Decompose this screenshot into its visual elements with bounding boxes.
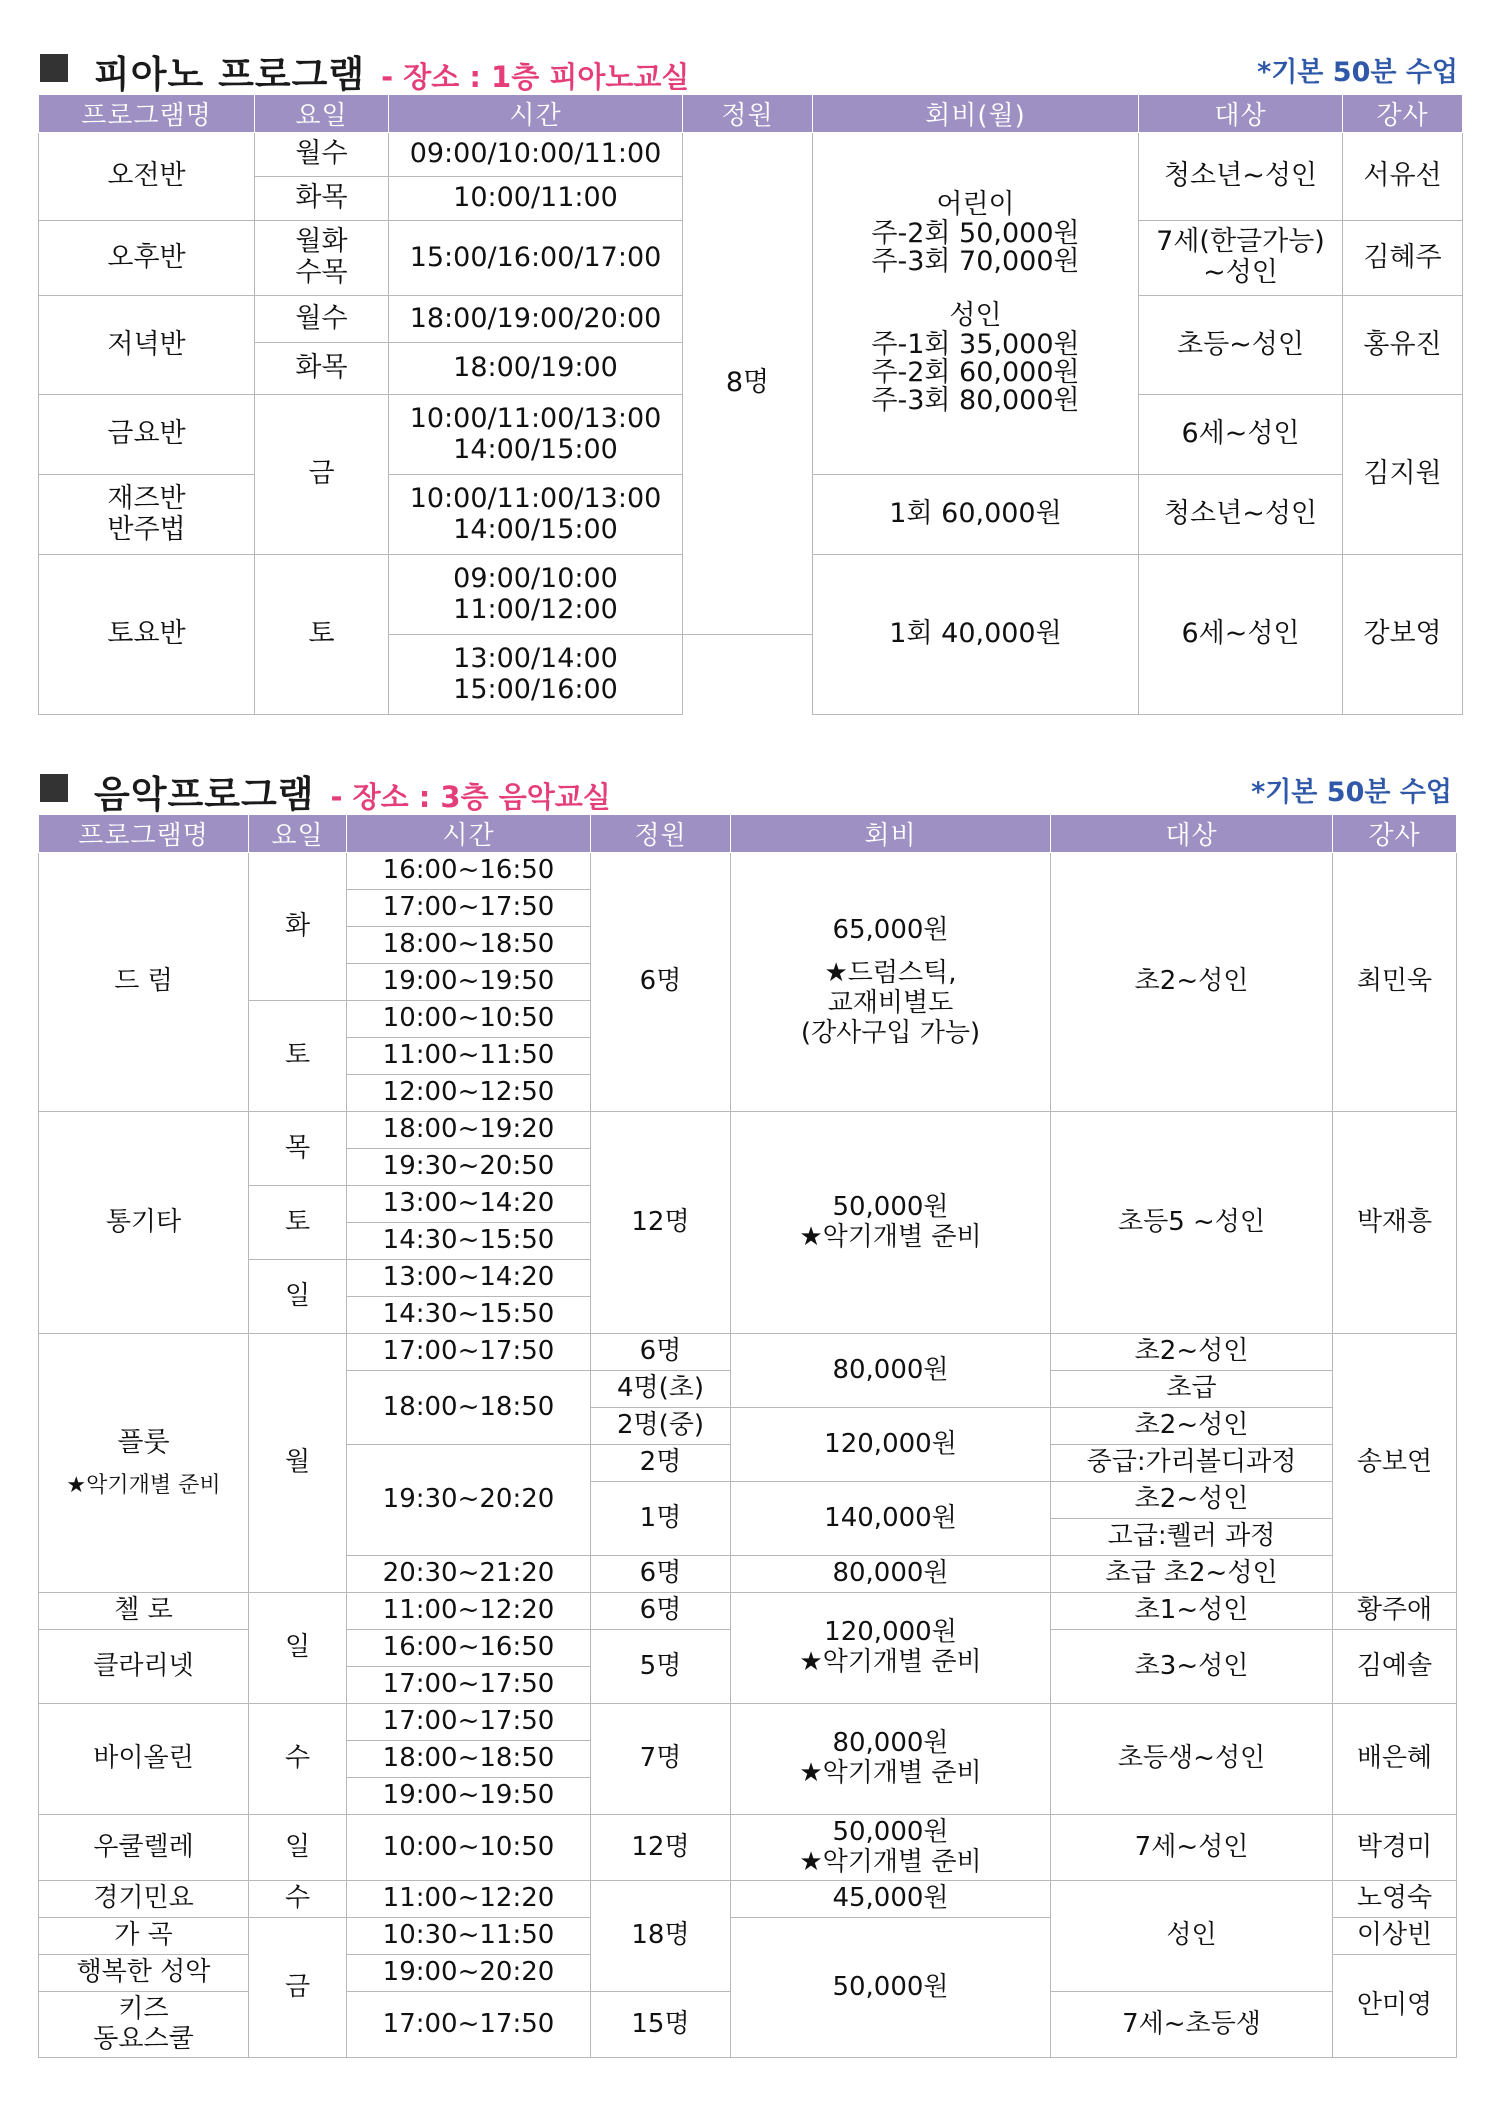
- target-cell: 초2~성인: [1051, 1334, 1333, 1371]
- capacity-cell: 4명(초): [591, 1371, 731, 1408]
- capacity-cell: 1명: [591, 1482, 731, 1556]
- time-cell: 18:00~18:50: [347, 927, 591, 964]
- teacher-cell: 김혜주: [1343, 221, 1463, 296]
- teacher-cell: 황주애: [1333, 1593, 1457, 1630]
- teacher-cell: 노영숙: [1333, 1881, 1457, 1918]
- target-cell: 고급:퀠러 과정: [1051, 1519, 1333, 1556]
- capacity-cell: 18명: [591, 1881, 731, 1992]
- time-cell: 17:00~17:50: [347, 1992, 591, 2058]
- day-cell: 월수: [255, 296, 389, 343]
- capacity-cell: 5명: [591, 1630, 731, 1704]
- target-cell: 초2~성인: [1051, 1482, 1333, 1519]
- col-header: 정원: [591, 815, 731, 853]
- time-cell: 12:00~12:50: [347, 1075, 591, 1112]
- time-cell: 10:00/11:00/13:00 14:00/15:00: [389, 475, 683, 555]
- day-cell: 화: [249, 853, 347, 1001]
- time-cell: 14:30~15:50: [347, 1297, 591, 1334]
- time-cell: 18:00~19:20: [347, 1112, 591, 1149]
- time-cell: 18:00/19:00/20:00: [389, 296, 683, 343]
- target-cell: 초등5 ~성인: [1051, 1112, 1333, 1334]
- time-cell: 18:00~18:50: [347, 1371, 591, 1445]
- time-cell: 09:00/10:00/11:00: [389, 133, 683, 177]
- capacity-cell: 15명: [591, 1992, 731, 2058]
- fee-line: 주-3회 70,000원: [871, 245, 1080, 277]
- program-name: 클라리넷: [39, 1630, 249, 1704]
- time-cell: 11:00~12:20: [347, 1881, 591, 1918]
- col-header: 시간: [389, 95, 683, 133]
- program-name: 재즈반 반주법: [39, 475, 255, 555]
- time-cell: 15:00/16:00/17:00: [389, 221, 683, 296]
- fee-cell: 140,000원: [731, 1482, 1051, 1556]
- teacher-cell: 홍유진: [1343, 296, 1463, 395]
- piano-section: [38, 40, 1462, 715]
- table-row: [39, 1112, 1457, 1149]
- program-name: 오전반: [39, 133, 255, 221]
- table-row: [39, 133, 1463, 177]
- day-cell: 화목: [255, 343, 389, 395]
- target-cell: 7세~성인: [1051, 1815, 1333, 1881]
- music-location: - 장소 : 3층 음악교실: [330, 780, 611, 814]
- day-cell: 토: [255, 555, 389, 715]
- time-cell: 11:00~12:20: [347, 1593, 591, 1630]
- target-cell: 성인: [1051, 1881, 1333, 1992]
- table-row: [39, 1334, 1457, 1371]
- day-cell: 목: [249, 1112, 347, 1186]
- target-cell: 7세(한글가능) ~성인: [1139, 221, 1343, 296]
- program-name: 플룻 ★악기개별 준비: [39, 1334, 249, 1593]
- target-cell: 6세~성인: [1139, 555, 1343, 715]
- day-cell: 토: [249, 1001, 347, 1112]
- fee-cell: 50,000원: [731, 1918, 1051, 2058]
- table-row: [39, 1881, 1457, 1918]
- time-cell: 17:00~17:50: [347, 1667, 591, 1704]
- fee-cell: 50,000원 ★악기개별 준비: [731, 1112, 1051, 1334]
- fee-line: 주-3회 80,000원: [871, 385, 1080, 417]
- capacity-cell: 7명: [591, 1704, 731, 1815]
- teacher-cell: 송보연: [1333, 1334, 1457, 1593]
- teacher-cell: 박경미: [1333, 1815, 1457, 1881]
- square-bullet-icon: [40, 774, 68, 802]
- fee-cell: 50,000원 ★악기개별 준비: [731, 1815, 1051, 1881]
- music-note: *기본 50분 수업: [1251, 777, 1452, 808]
- time-cell: 17:00~17:50: [347, 890, 591, 927]
- program-name: 우쿨렐레: [39, 1815, 249, 1881]
- time-cell: 13:00~14:20: [347, 1186, 591, 1223]
- col-header: 회비(월): [813, 95, 1139, 133]
- program-name: 경기민요: [39, 1881, 249, 1918]
- piano-header: [38, 40, 1462, 96]
- col-header: 강사: [1333, 815, 1457, 853]
- target-cell: 초2~성인: [1051, 1408, 1333, 1445]
- time-cell: 18:00~18:50: [347, 1741, 591, 1778]
- target-cell: 초2~성인: [1051, 853, 1333, 1112]
- time-cell: 19:00~19:50: [347, 1778, 591, 1815]
- piano-header-row: [39, 95, 1463, 133]
- time-cell: 10:00/11:00/13:00 14:00/15:00: [389, 395, 683, 475]
- time-cell: 19:30~20:50: [347, 1149, 591, 1186]
- program-name: 드 럼: [39, 853, 249, 1112]
- time-cell: 17:00~17:50: [347, 1704, 591, 1741]
- target-cell: 7세~초등생: [1051, 1992, 1333, 2058]
- target-cell: 초3~성인: [1051, 1630, 1333, 1704]
- fee-cell: 80,000원 ★악기개별 준비: [731, 1704, 1051, 1815]
- music-table: [38, 814, 1457, 2058]
- time-cell: 20:30~21:20: [347, 1556, 591, 1593]
- target-cell: 초등~성인: [1139, 296, 1343, 395]
- program-name: 통기타: [39, 1112, 249, 1334]
- teacher-cell: 김지원: [1343, 395, 1463, 555]
- program-name: 토요반: [39, 555, 255, 715]
- teacher-cell: 서유선: [1343, 133, 1463, 221]
- capacity-cell: 6명: [591, 853, 731, 1112]
- square-bullet-icon: [40, 54, 68, 82]
- time-cell: 16:00~16:50: [347, 1630, 591, 1667]
- teacher-cell: 김예솔: [1333, 1630, 1457, 1704]
- time-cell: 11:00~11:50: [347, 1038, 591, 1075]
- time-cell: 19:00~19:50: [347, 964, 591, 1001]
- program-name: 금요반: [39, 395, 255, 475]
- col-header: 요일: [255, 95, 389, 133]
- target-cell: 청소년~성인: [1139, 475, 1343, 555]
- target-cell: 초등생~성인: [1051, 1704, 1333, 1815]
- time-cell: 09:00/10:00 11:00/12:00: [389, 555, 683, 635]
- target-cell: 초1~성인: [1051, 1593, 1333, 1630]
- col-header: 시간: [347, 815, 591, 853]
- fee-cell: 80,000원: [731, 1556, 1051, 1593]
- fee-cell: 120,000원 ★악기개별 준비: [731, 1593, 1051, 1704]
- fee-cell: 65,000원 ★드럼스틱, 교재비별도 (강사구입 가능): [731, 853, 1051, 1112]
- fee-cell: 120,000원: [731, 1408, 1051, 1482]
- capacity-cell: 2명(중): [591, 1408, 731, 1445]
- teacher-cell: 최민욱: [1333, 853, 1457, 1112]
- time-cell: 13:00~14:20: [347, 1260, 591, 1297]
- day-cell: 일: [249, 1815, 347, 1881]
- capacity-cell: 2명: [591, 1445, 731, 1482]
- col-header: 정원: [683, 95, 813, 133]
- time-cell: 10:30~11:50: [347, 1918, 591, 1955]
- time-cell: 18:00/19:00: [389, 343, 683, 395]
- col-header: 대상: [1051, 815, 1333, 853]
- teacher-cell: 강보영: [1343, 555, 1463, 715]
- col-header: 요일: [249, 815, 347, 853]
- day-cell: 수: [249, 1704, 347, 1815]
- teacher-cell: 안미영: [1333, 1955, 1457, 2058]
- fee-cell: 80,000원: [731, 1334, 1051, 1408]
- target-cell: 청소년~성인: [1139, 133, 1343, 221]
- fee-line: 주-2회 50,000원: [871, 217, 1080, 249]
- fee-label: 어린이: [936, 189, 1015, 221]
- day-cell: 월: [249, 1334, 347, 1593]
- fee-line: 주-1회 35,000원: [871, 328, 1080, 360]
- day-cell: 금: [255, 395, 389, 555]
- teacher-cell: 배은혜: [1333, 1704, 1457, 1815]
- day-cell: 월수: [255, 133, 389, 177]
- capacity-cell: 6명: [591, 1556, 731, 1593]
- capacity-cell: 6명: [591, 1334, 731, 1371]
- capacity-cell: 12명: [591, 1815, 731, 1881]
- target-cell: 중급:가리볼디과정: [1051, 1445, 1333, 1482]
- fee-line: 주-2회 60,000원: [871, 357, 1080, 389]
- target-cell: 6세~성인: [1139, 395, 1343, 475]
- program-name: 저녁반: [39, 296, 255, 395]
- teacher-cell: 박재흥: [1333, 1112, 1457, 1334]
- time-cell: 16:00~16:50: [347, 853, 591, 890]
- fee-cell: 1회 40,000원: [813, 555, 1139, 715]
- fee-cell: 1회 60,000원: [813, 475, 1139, 555]
- day-cell: 일: [249, 1593, 347, 1704]
- piano-location: - 장소 : 1층 피아노교실: [381, 60, 690, 94]
- table-row: [39, 853, 1457, 890]
- time-cell: 17:00~17:50: [347, 1334, 591, 1371]
- time-cell: 19:30~20:20: [347, 1445, 591, 1556]
- col-header: 프로그램명: [39, 815, 249, 853]
- table-row: [39, 1815, 1457, 1881]
- time-cell: 10:00~10:50: [347, 1001, 591, 1038]
- target-cell: 초급 초2~성인: [1051, 1556, 1333, 1593]
- program-name: 키즈 동요스쿨: [39, 1992, 249, 2058]
- time-cell: 14:30~15:50: [347, 1223, 591, 1260]
- fee-cell: [813, 133, 1139, 475]
- day-cell: 금: [249, 1918, 347, 2058]
- program-name: 오후반: [39, 221, 255, 296]
- col-header: 프로그램명: [39, 95, 255, 133]
- fee-label: 성인: [949, 300, 1002, 332]
- capacity-cell: 6명: [591, 1593, 731, 1630]
- col-header: 회비: [731, 815, 1051, 853]
- music-header: [38, 760, 1456, 816]
- program-name: 행복한 성악: [39, 1955, 249, 1992]
- program-name: 바이올린: [39, 1704, 249, 1815]
- time-cell: 10:00~10:50: [347, 1815, 591, 1881]
- capacity-cell: 8명: [683, 133, 813, 635]
- day-cell: 월화 수목: [255, 221, 389, 296]
- table-row: [39, 1593, 1457, 1630]
- day-cell: 수: [249, 1881, 347, 1918]
- piano-note: *기본 50분 수업: [1257, 57, 1458, 88]
- day-cell: 일: [249, 1260, 347, 1334]
- teacher-cell: 이상빈: [1333, 1918, 1457, 1955]
- piano-table: [38, 94, 1463, 715]
- program-name: 가 곡: [39, 1918, 249, 1955]
- col-header: 대상: [1139, 95, 1343, 133]
- music-title: 음악프로그램 - 장소 : 3층 음악교실: [94, 773, 611, 816]
- time-cell: 13:00/14:00 15:00/16:00: [389, 635, 683, 715]
- day-cell: 화목: [255, 177, 389, 221]
- program-name: 첼 로: [39, 1593, 249, 1630]
- time-cell: 10:00/11:00: [389, 177, 683, 221]
- capacity-cell: 12명: [591, 1112, 731, 1334]
- table-row: [39, 1704, 1457, 1741]
- col-header: 강사: [1343, 95, 1463, 133]
- day-cell: 토: [249, 1186, 347, 1260]
- fee-cell: 45,000원: [731, 1881, 1051, 1918]
- piano-title: 피아노 프로그램 - 장소 : 1층 피아노교실: [94, 53, 690, 96]
- music-section: [38, 760, 1456, 2058]
- music-header-row: [39, 815, 1457, 853]
- target-cell: 초급: [1051, 1371, 1333, 1408]
- time-cell: 19:00~20:20: [347, 1955, 591, 1992]
